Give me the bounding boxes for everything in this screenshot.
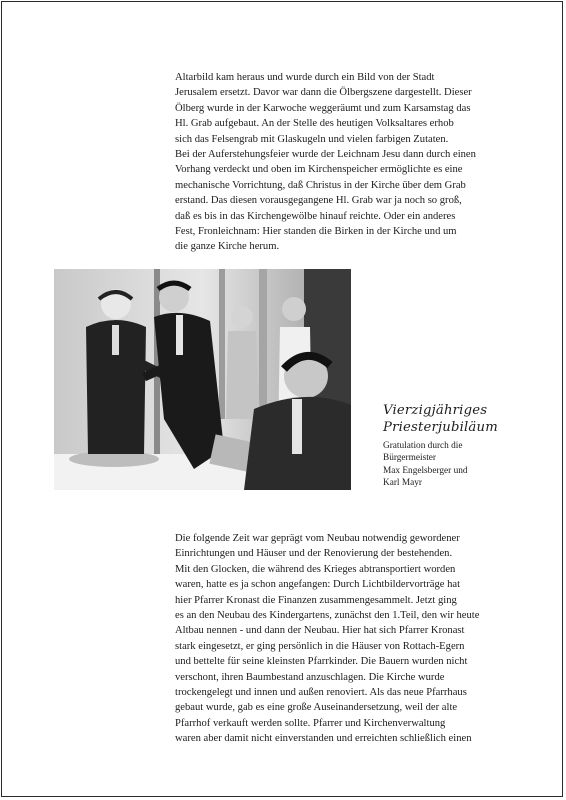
text-line: Altarbild kam heraus und wurde durch ein Bild von der Stadt <box>175 72 435 83</box>
text-line: trockengelegt und innen und außen renoviert. Als das neue Pfarrhaus <box>175 687 467 699</box>
text-line: sich das Felsengrab mit Glaskugeln und vielen farbigen Zutaten. <box>175 133 449 145</box>
text-line: Hl. Grab aufgebaut. An der Stelle des heutigen Volksaltares erhob <box>175 118 454 130</box>
caption-title-line: Priesterjubiläum <box>383 419 498 435</box>
caption-text-line: Max Engelsberger und <box>383 465 468 476</box>
text-line: die ganze Kirche herum. <box>175 241 280 253</box>
caption-title-line: Vierzigjähriges <box>383 403 488 418</box>
jubilee-photo <box>54 269 351 490</box>
text-line: daß es bis in das Kirchengewölbe hinauf reichte. Oder ein anderes <box>175 210 456 222</box>
top-paragraph <box>175 70 514 255</box>
text-line: Bei der Auferstehungsfeier wurde der Leichnam Jesu dann durch einen <box>175 149 476 161</box>
text-line: verschont, ihren Baumbestand anzuschlagen. Die Kirche wurde <box>175 671 445 683</box>
text-line: und bettelte für seine kleinsten Pfarrkinder. Die Bauern wurden nicht <box>175 656 468 668</box>
text-line: waren aber damit nicht einverstanden und erreichten schließlich einen <box>175 733 472 745</box>
caption-text <box>383 440 523 489</box>
caption-text-line: Gratulation durch die <box>383 441 463 451</box>
text-line: Pfarrhof verkauft werden sollte. Pfarrer und Kirchenverwaltung <box>175 717 446 729</box>
text-line: Einrichtungen und Häuser und der Renovierung der bestehenden. <box>175 548 453 560</box>
text-line: Mit den Glocken, die während des Krieges abtransportiert worden <box>175 563 456 575</box>
text-line: es an den Neubau des Kindergartens, zunächst den 1.Teil, den wir heute <box>175 610 480 622</box>
caption-text-line: Bürgermeister <box>383 453 437 464</box>
text-line: mechanische Vorrichtung, daß Christus in der Kirche über dem Grab <box>175 179 466 191</box>
text-line: erstand. Das diesen vorausgegangene Hl. Grab war ja noch so groß, <box>175 195 462 207</box>
caption-text-line: Karl Mayr <box>383 477 422 488</box>
text-line: waren, hatte es ja schon angefangen: Durch Lichtbildervorträge hat <box>175 579 461 591</box>
text-line: Fest, Fronleichnam: Hier standen die Birken in der Kirche und um <box>175 226 457 238</box>
text-line: Vorhang verdeckt und oben im Kirchenspeicher ermöglichte es eine <box>175 164 463 176</box>
caption-title <box>383 403 523 436</box>
photo-caption <box>383 403 523 489</box>
bottom-paragraph <box>175 531 514 747</box>
text-line: Die folgende Zeit war geprägt vom Neubau notwendig gewordener <box>175 533 460 544</box>
text-line: hier Pfarrer Kronast die Finanzen zusammengesammelt. Jetzt ging <box>175 594 457 606</box>
text-line: Altbau nennen - und dann der Neubau. Hier hat sich Pfarrer Kronast <box>175 625 465 637</box>
text-line: Jerusalem ersetzt. Davor war dann die Ölbergszene dargestellt. Dieser <box>175 87 472 99</box>
text-line: stark eingesetzt, er ging persönlich in die Häuser von Rottach-Egern <box>175 640 465 652</box>
text-line: Ölberg wurde in der Karwoche weggeräumt und zum Karsamstag das <box>175 102 471 114</box>
text-line: gebaut wurde, gab es eine große Auseinandersetzung, weil der alte <box>175 702 458 714</box>
